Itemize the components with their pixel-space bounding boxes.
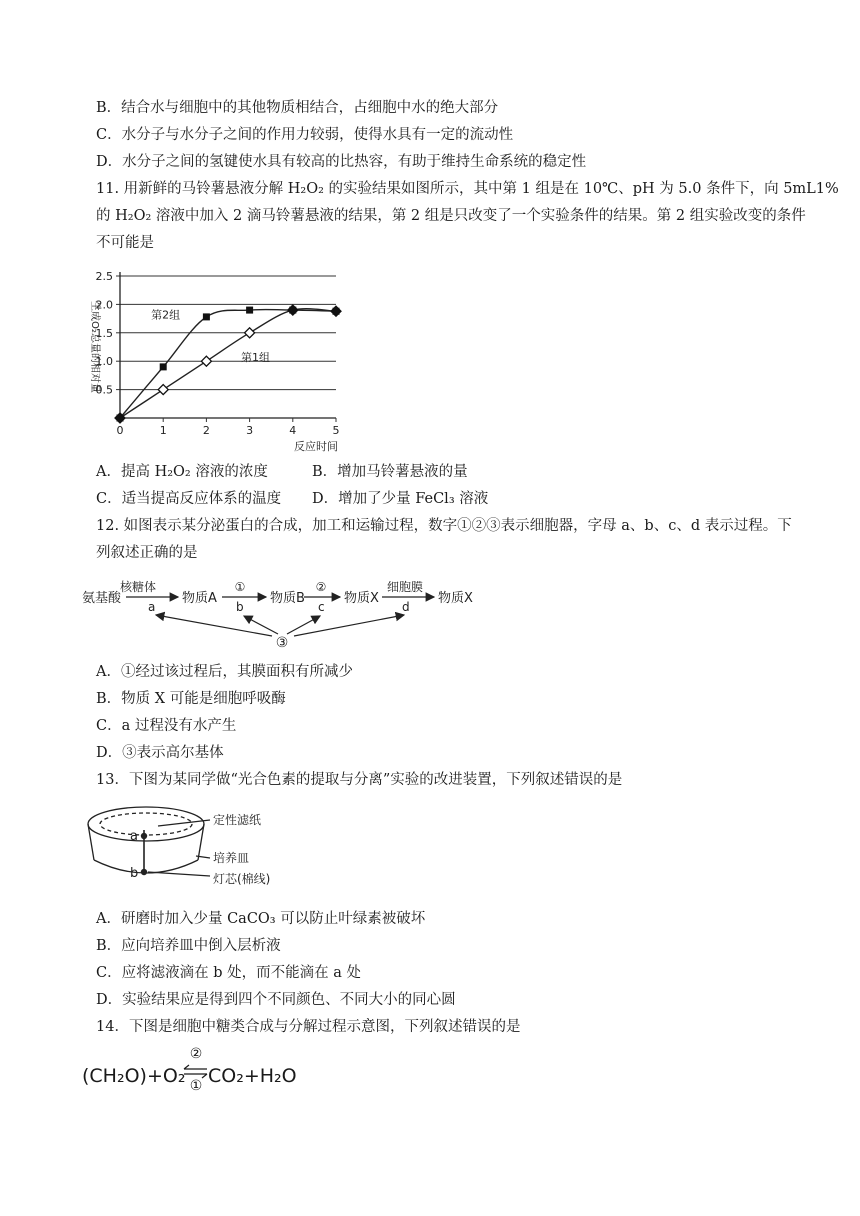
q11-option-c: C．适当提高反应体系的温度 xyxy=(96,491,282,507)
point-a xyxy=(141,833,147,839)
arrow-to-d xyxy=(294,615,404,636)
label-a: a xyxy=(130,829,138,844)
series-label-group1: 第1组 xyxy=(240,351,270,365)
q12-option-a: A．①经过该过程后，其膜面积有所减少 xyxy=(96,664,353,680)
x-tick-label: 5 xyxy=(332,424,340,437)
label-wick: 灯芯(棉线) xyxy=(213,872,271,886)
q12-option-b: B．物质 X 可能是细胞呼吸酶 xyxy=(96,691,286,707)
equation-left: (CH₂O)+O₂ xyxy=(82,1065,186,1087)
reverse-arrow xyxy=(184,1065,207,1069)
label-ribosome: 核糖体 xyxy=(119,580,157,594)
q11-stem-line2: 的 H₂O₂ 溶液中加入 2 滴马铃薯悬液的结果，第 2 组是只改变了一个实验条件的结果。第 2 组实验改变的条件 xyxy=(96,208,806,224)
q10-option-c: C．水分子与水分子之间的作用力较弱，使得水具有一定的流动性 xyxy=(96,127,514,143)
node-substance-x1: 物质X xyxy=(344,591,379,606)
q12-option-d: D．③表示高尔基体 xyxy=(96,745,224,761)
q10-option-b: B．结合水与细胞中的其他物质相结合，占细胞中水的绝大部分 xyxy=(96,100,499,116)
q13-option-b: B．应向培养皿中倒入层析液 xyxy=(96,938,281,954)
series-point-diamond xyxy=(158,385,168,395)
node-substance-x2: 物质X xyxy=(438,591,473,606)
q11-option-d: D．增加了少量 FeCl₃ 溶液 xyxy=(312,491,489,507)
y-axis-label: 生成O₂总量的相对量 xyxy=(89,301,100,393)
q11-options-row1 xyxy=(96,462,796,482)
node-substance-b: 物质B xyxy=(270,591,305,606)
q11-option-b: B．增加马铃薯悬液的量 xyxy=(312,464,468,480)
q14-stem: 14．下图是细胞中糖类合成与分解过程示意图，下列叙述错误的是 xyxy=(96,1019,521,1035)
organelle-3-label: ③ xyxy=(275,635,289,650)
x-tick-label: 4 xyxy=(289,424,297,437)
y-tick-label: 1.0 xyxy=(95,355,113,369)
step-c: c xyxy=(318,600,325,614)
node-amino-acid: 氨基酸 xyxy=(82,591,122,606)
q11-option-a: A．提高 H₂O₂ 溶液的浓度 xyxy=(96,464,268,480)
step-d: d xyxy=(402,600,410,614)
x-tick-label: 0 xyxy=(116,424,124,437)
x-axis-label: 反应时间 xyxy=(294,440,338,453)
series-point-square xyxy=(246,307,253,314)
equation-right: CO₂+H₂O xyxy=(208,1065,297,1087)
series-line-1 xyxy=(120,310,336,418)
label-organelle-2: ② xyxy=(315,580,327,594)
arrow-to-c xyxy=(287,616,320,634)
q11-stem-line1: 11. 用新鲜的马铃薯悬液分解 H₂O₂ 的实验结果如图所示，其中第 1 组是在 10℃、pH 为 5.0 条件下，向 5mL1% xyxy=(96,181,839,197)
y-tick-label: 0.5 xyxy=(95,383,113,397)
label-cell-membrane: 细胞膜 xyxy=(386,580,424,594)
series-line-2 xyxy=(120,309,336,418)
o2-reaction-chart xyxy=(78,262,348,454)
y-tick-label: 2.0 xyxy=(95,298,113,312)
x-tick-label: 3 xyxy=(246,424,254,437)
q12-stem-line2: 列叙述正确的是 xyxy=(96,545,198,561)
sugar-equation xyxy=(80,1044,320,1092)
q13-option-c: C．应将滤液滴在 b 处，而不能滴在 a 处 xyxy=(96,965,361,981)
q13-stem: 13．下图为某同学做“光合色素的提取与分离”实验的改进装置，下列叙述错误的是 xyxy=(96,772,623,788)
step-a: a xyxy=(148,600,156,614)
series-label-group2: 第2组 xyxy=(151,308,181,322)
y-tick-label: 2.5 xyxy=(95,270,113,283)
leader-wick xyxy=(148,872,210,876)
node-substance-a: 物质A xyxy=(182,591,217,606)
point-b xyxy=(141,869,147,875)
step-b: b xyxy=(236,600,244,614)
q10-option-d: D．水分子之间的氢键使水具有较高的比热容，有助于维持生命系统的稳定性 xyxy=(96,154,587,170)
q13-option-d: D．实验结果应是得到四个不同颜色、不同大小的同心圆 xyxy=(96,992,456,1008)
equation-bottom-label: ① xyxy=(189,1078,203,1092)
label-b: b xyxy=(130,866,139,881)
protein-secretion-diagram xyxy=(80,578,500,650)
label-petri-dish: 培养皿 xyxy=(213,851,250,865)
q12-stem-line1: 12. 如图表示某分泌蛋白的合成，加工和运输过程，数字①②③表示细胞器，字母 a、b、c、d 表示过程。下 xyxy=(96,518,792,534)
label-filter-paper: 定性滤纸 xyxy=(213,813,262,827)
series-point-square xyxy=(160,363,167,370)
series-point-diamond xyxy=(201,356,211,366)
q11-options-row2 xyxy=(96,489,796,509)
y-tick-label: 1.5 xyxy=(95,326,113,340)
equation-top-label: ② xyxy=(189,1046,203,1062)
series-point-square xyxy=(203,313,210,320)
q13-option-a: A．研磨时加入少量 CaCO₃ 可以防止叶绿素被破坏 xyxy=(96,911,426,927)
series-point-diamond xyxy=(245,328,255,338)
arrow-to-a xyxy=(156,615,272,636)
x-tick-label: 1 xyxy=(159,424,167,437)
q12-option-c: C．a 过程没有水产生 xyxy=(96,718,237,734)
q11-stem-line3: 不可能是 xyxy=(96,235,154,251)
chromatography-apparatus-diagram xyxy=(84,800,304,898)
x-tick-label: 2 xyxy=(202,424,210,437)
label-organelle-1: ① xyxy=(234,580,246,594)
leader-filter-paper xyxy=(158,820,210,826)
